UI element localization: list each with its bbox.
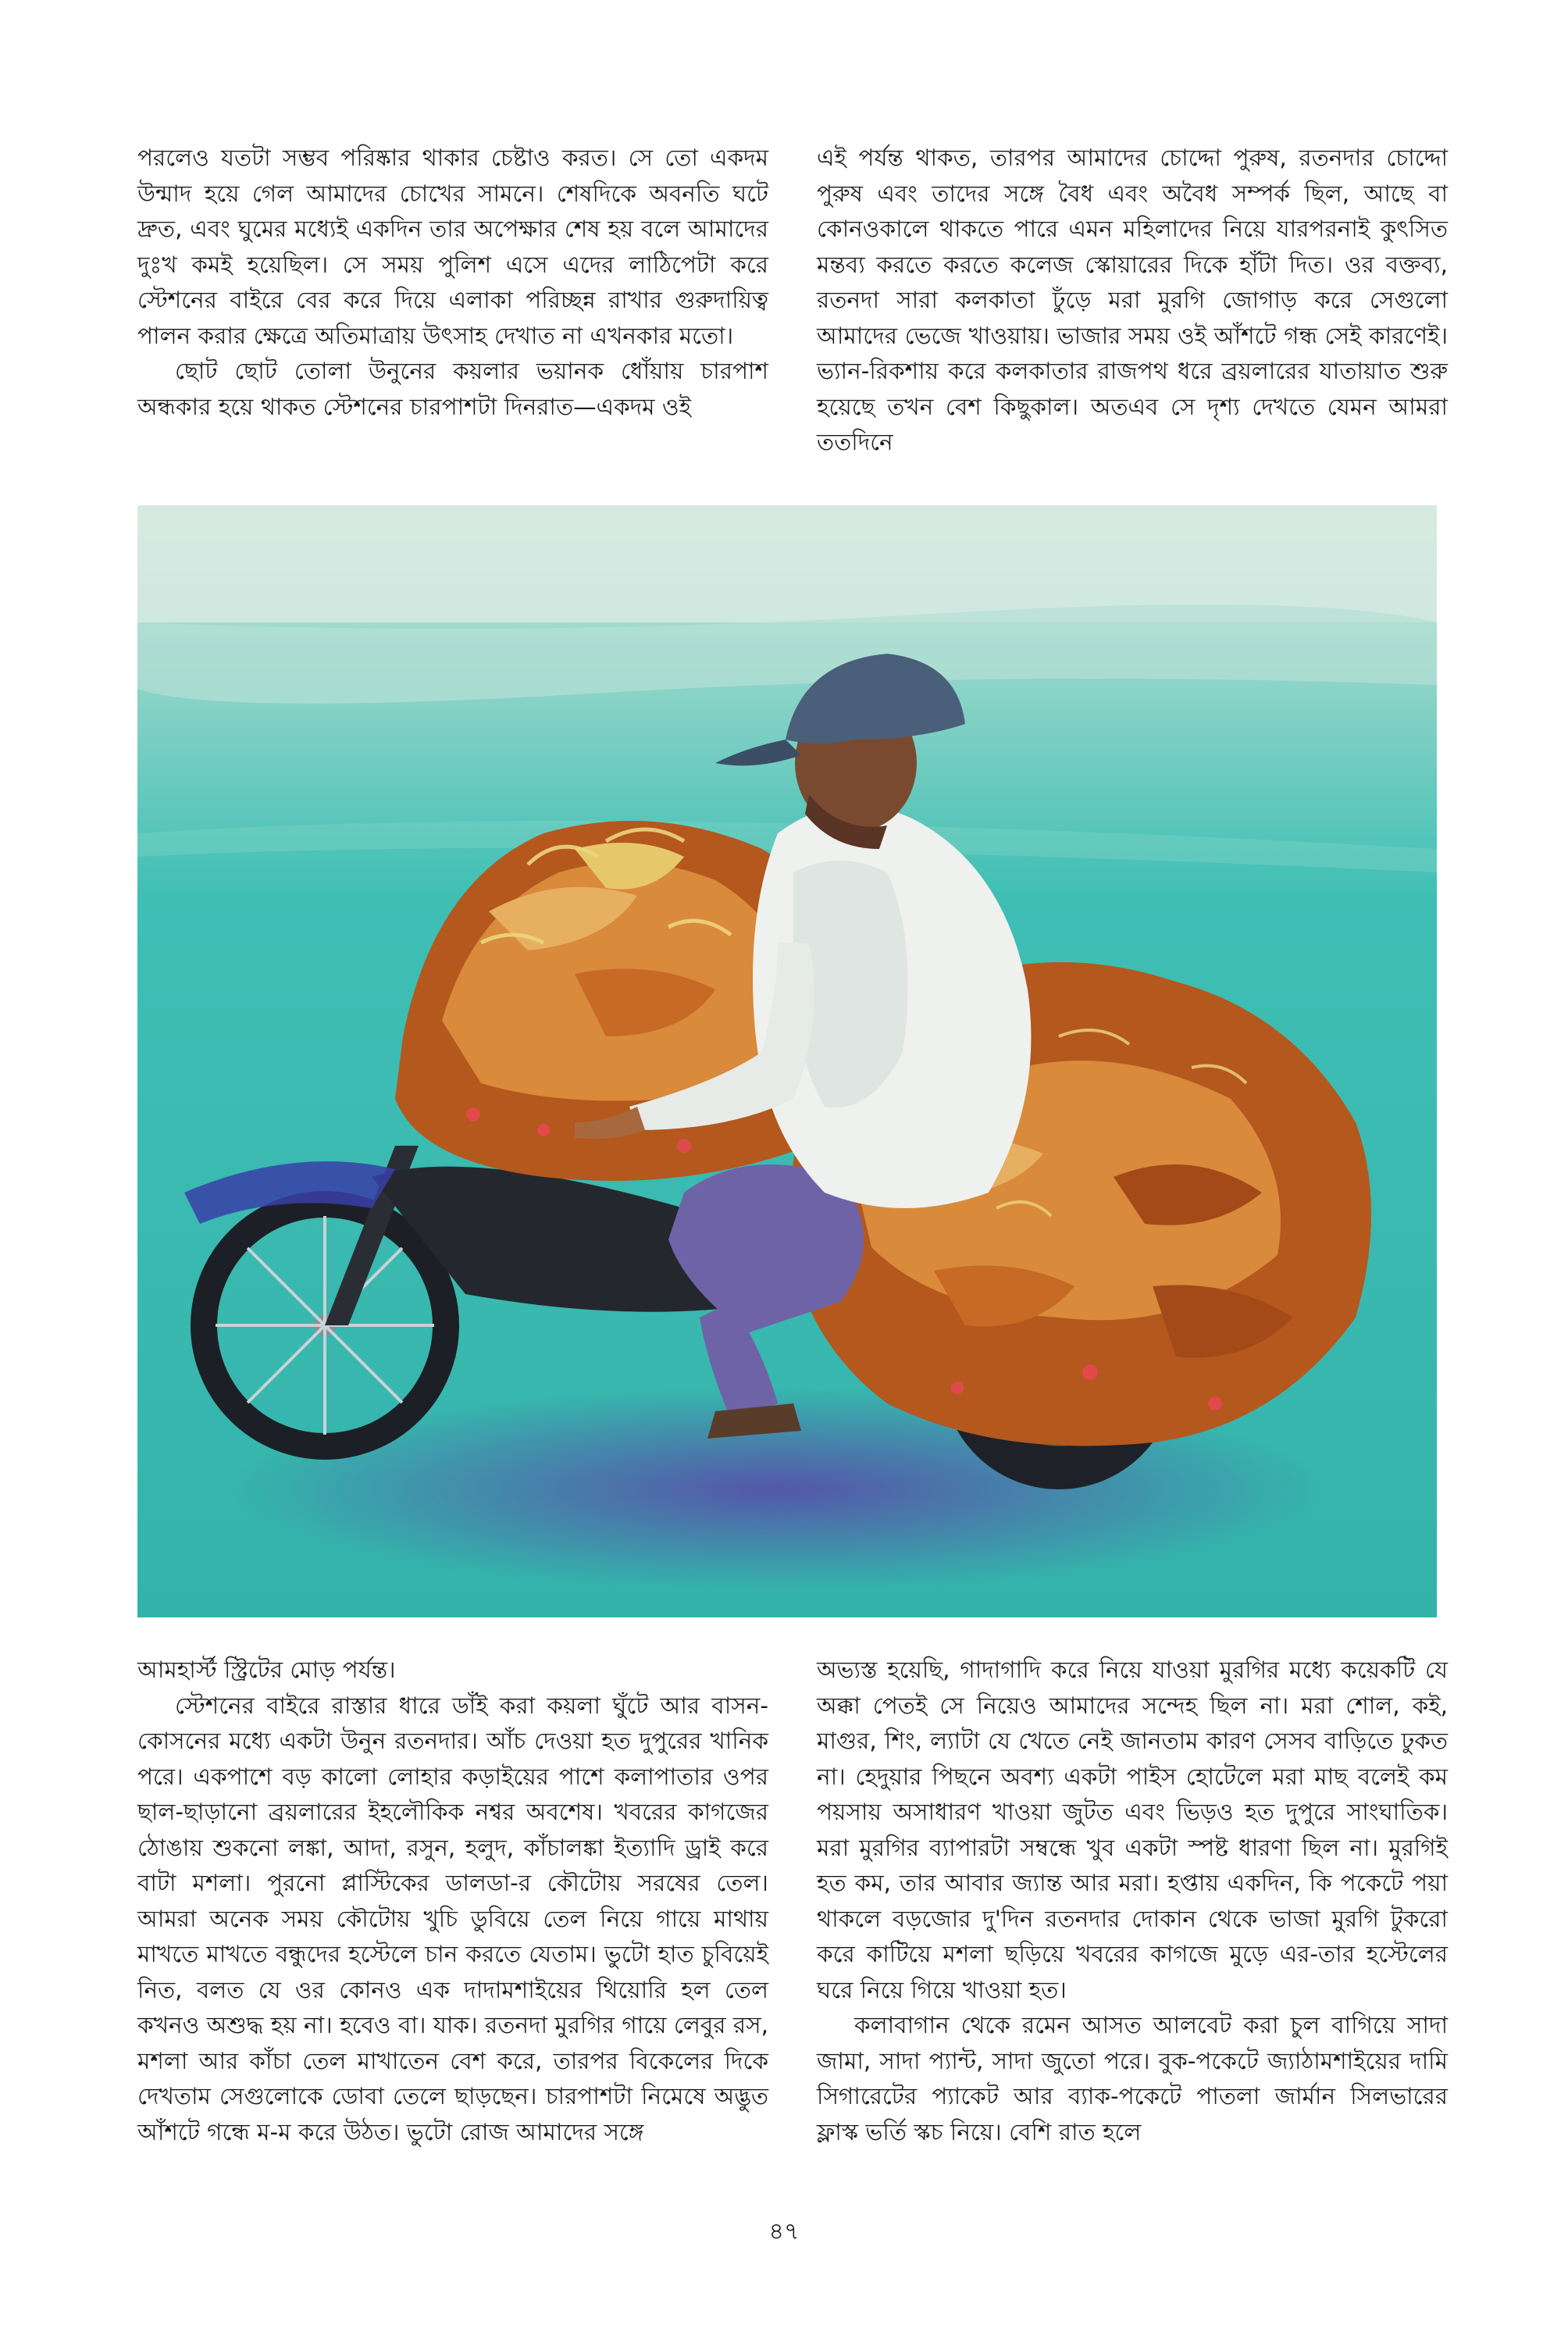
paragraph: অভ্যস্ত হয়েছি, গাদাগাদি করে নিয়ে যাওয়া মুরগির মধ্যে কয়েকটি যে অক্কা পেতই সে নিয়েও আমাদের সন্দেহ ছিল না। মরা শোল, কই, মাগুর, শিং, ল্যাটা যে খেতে নেই জানতাম কারণ সেসব বাড়িতে ঢুকত না। হেদুয়ার পিছনে অবশ্য একটা পাইস হোটেলে মরা মাছ বলেই কম পয়সায় অসাধারণ খাওয়া জুটত এবং ভিড়ও হত দুপুরে সাংঘাতিক। মরা মুরগির ব্যাপারটা সম্বন্ধে খুব একটা স্পষ্ট ধারণা ছিল না। মুরগিই হত কম, তার আবার জ্যান্ত আর মরা। হপ্তায় একদিন, কি পকেটে পয়া থাকলে বড়জোর দু'দিন রতনদার দোকান থেকে ভাজা মুরগি টুকরো করে কাটিয়ে মশলা ছড়িয়ে খবরের কাগজে মুড়ে এর-তার হস্টেলের ঘরে নিয়ে গিয়ে খাওয়া হত। [817,1656,1448,2003]
page-number: ৪৭ [768,2218,800,2245]
paragraph: স্টেশনের বাইরে রাস্তার ধারে ডাঁই করা কয়লা ঘুঁটে আর বাসন-কোসনের মধ্যে একটা উনুন রতনদার। আঁচ দেওয়া হত দুপুরের খানিক পরে। একপাশে বড় কালো লোহার কড়াইয়ের পাশে কলাপাতার ওপর ছাল-ছাড়ানো ব্রয়লারের ইহলৌকিক নশ্বর অবশেষ। খবরের কাগজের ঠোঙায় শুকনো লঙ্কা, আদা, রসুন, হলুদ, কাঁচালঙ্কা ইত্যাদি ড্রাই করে বাটা মশলা। পুরনো প্লাস্টিকের ডালডা-র কৌটোয় সরষের তেল। আমরা অনেক সময় কৌটোয় খুচি ডুবিয়ে তেল নিয়ে গায়ে মাথায় মাখতে মাখতে বন্ধুদের হস্টেলে চান করতে যেতাম। ভুটো হাত চুবিয়েই নিত, বলত যে ওর কোনও এক দাদামশাইয়ের থিয়োরি হল তেল কখনও অশুদ্ধ হয় না। হবেও বা। যাক। রতনদা মুরগির গায়ে লেবুর রস, মশলা আর কাঁচা তেল মাখাতেন বেশ করে, তারপর বিকেলের দিকে দেখতাম সেগুলোকে ডোবা তেলে ছাড়ছেন। চারপাশটা নিমেষে অদ্ভুত আঁশটে গন্ধে ম-ম করে উঠত। ভুটো রোজ আমাদের সঙ্গে [137,1692,768,2145]
text-column-bottom-left [137,1653,768,2191]
text-column-top-right [817,141,1448,469]
text-column-top-left [137,141,768,469]
text-column-bottom-right [817,1653,1448,2191]
paragraph: পরলেও যতটা সম্ভব পরিষ্কার থাকার চেষ্টাও করত। সে তো একদম উন্মাদ হয়ে গেল আমাদের চোখের সামনে। শেষদিকে অবনতি ঘটে দ্রুত, এবং ঘুমের মধ্যেই একদিন তার অপেক্ষার শেষ হয় বলে আমাদের দুঃখ কমই হয়েছিল। সে সময় পুলিশ এসে এদের লাঠিপেটা করে স্টেশনের বাইরে বের করে দিয়ে এলাকা পরিচ্ছন্ন রাখার গুরুদায়িত্ব পালন করার ক্ষেত্রে অতিমাত্রায় উৎসাহ দেখাত না এখনকার মতো। [137,144,768,349]
paragraph: কলাবাগান থেকে রমেন আসত আলবেট করা চুল বাগিয়ে সাদা জামা, সাদা প্যান্ট, সাদা জুতো পরে। বুক-পকেটে জ্যাঠামশাইয়ের দামি সিগারেটের প্যাকেট আর ব্যাক-পকেটে পাতলা জার্মান সিলভারের ফ্লাস্ক ভর্তি স্কচ নিয়ে। বেশি রাত হলে [817,2012,1448,2145]
paragraph: আমহার্স্ট স্ট্রিটের মোড় পর্যন্ত। [137,1656,396,1683]
paragraph: ছোট ছোট তোলা উনুনের কয়লার ভয়ানক ধোঁয়ায় চারপাশ অন্ধকার হয়ে থাকত স্টেশনের চারপাশটা দিনরাত—একদম ওই [137,358,768,420]
motorcycle-with-chickens-photo [137,505,1437,1617]
paragraph: এই পর্যন্ত থাকত, তারপর আমাদের চোদ্দো পুরুষ, রতনদার চোদ্দো পুরুষ এবং তাদের সঙ্গে বৈধ এবং অবৈধ সম্পর্ক ছিল, আছে বা কোনওকালে থাকতে পারে এমন মহিলাদের নিয়ে যারপরনাই কুৎসিত মন্তব্য করতে করতে কলেজ স্কোয়ারের দিকে হাঁটা দিত। ওর বক্তব্য, রতনদা সারা কলকাতা ঢুঁড়ে মরা মুরগি জোগাড় করে সেগুলো আমাদের ভেজে খাওয়ায়। ভাজার সময় ওই আঁশটে গন্ধ সেই কারণেই। ভ্যান-রিকশায় করে কলকাতার রাজপথ ধরে ব্রয়লারের যাতায়াত শুরু হয়েছে তখন বেশ কিছুকাল। অতএব সে দৃশ্য দেখতে যেমন আমরা ততদিনে [817,144,1448,455]
